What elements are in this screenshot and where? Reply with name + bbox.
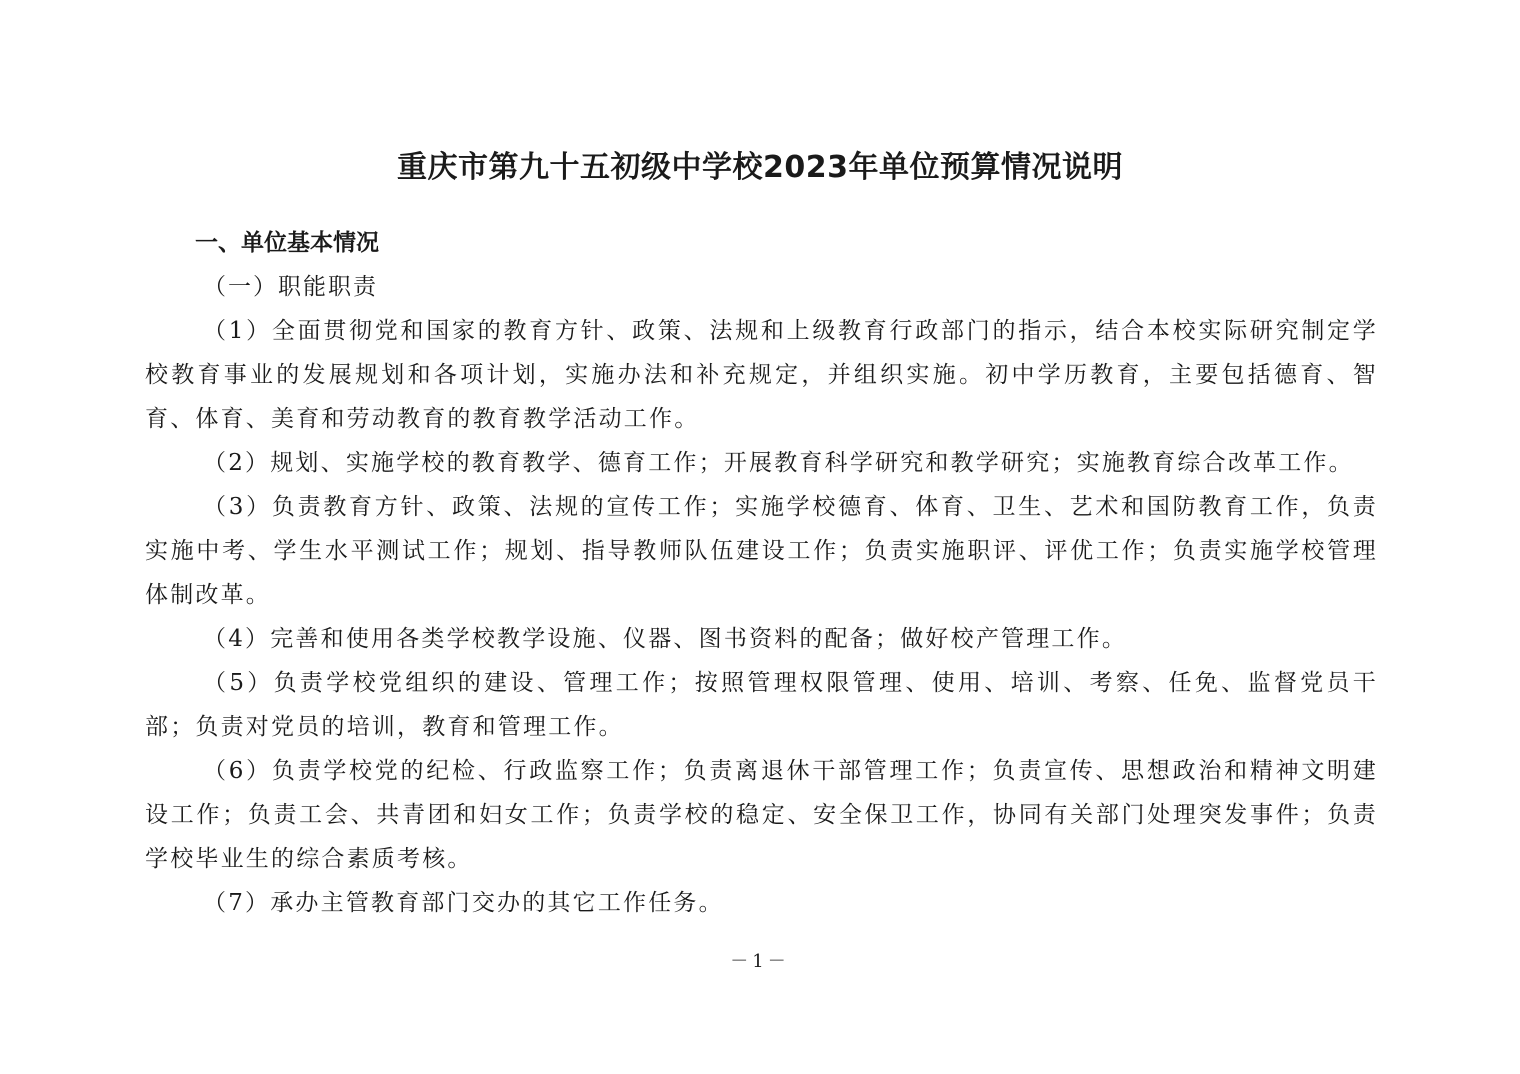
section-heading: 一、单位基本情况 <box>195 230 379 256</box>
page-number: －1－ <box>730 951 790 972</box>
document-body <box>145 221 1378 925</box>
document-title: 重庆市第九十五初级中学校2023年单位预算情况说明 <box>397 150 1123 186</box>
paragraph-1: （1）全面贯彻党和国家的教育方针、政策、法规和上级教育行政部门的指示，结合本校实际研究制定学校教育事业的发展规划和各项计划，实施办法和补充规定，并组织实施。初中学历教育，主要包括德育、智育、体育、美育和劳动教育的教育教学活动工作。 <box>145 318 1378 432</box>
paragraph-6: （6）负责学校党的纪检、行政监察工作；负责离退休干部管理工作；负责宣传、思想政治和精神文明建设工作；负责工会、共青团和妇女工作；负责学校的稳定、安全保卫工作，协同有关部门处理突发事件；负责学校毕业生的综合素质考核。 <box>145 758 1378 872</box>
paragraph-2: （2）规划、实施学校的教育教学、德育工作；开展教育科学研究和教学研究；实施教育综合改革工作。 <box>203 450 1354 476</box>
paragraph-4: （4）完善和使用各类学校教学设施、仪器、图书资料的配备；做好校产管理工作。 <box>203 626 1128 652</box>
paragraph-3: （3）负责教育方针、政策、法规的宣传工作；实施学校德育、体育、卫生、艺术和国防教育工作，负责实施中考、学生水平测试工作；规划、指导教师队伍建设工作；负责实施职评、评优工作；负责实施学校管理体制改革。 <box>145 494 1378 608</box>
paragraph-5: （5）负责学校党组织的建设、管理工作；按照管理权限管理、使用、培训、考察、任免、监督党员干部；负责对党员的培训，教育和管理工作。 <box>145 670 1378 740</box>
paragraph-7: （7）承办主管教育部门交办的其它工作任务。 <box>203 890 724 916</box>
sub-heading: （一）职能职责 <box>203 274 378 300</box>
